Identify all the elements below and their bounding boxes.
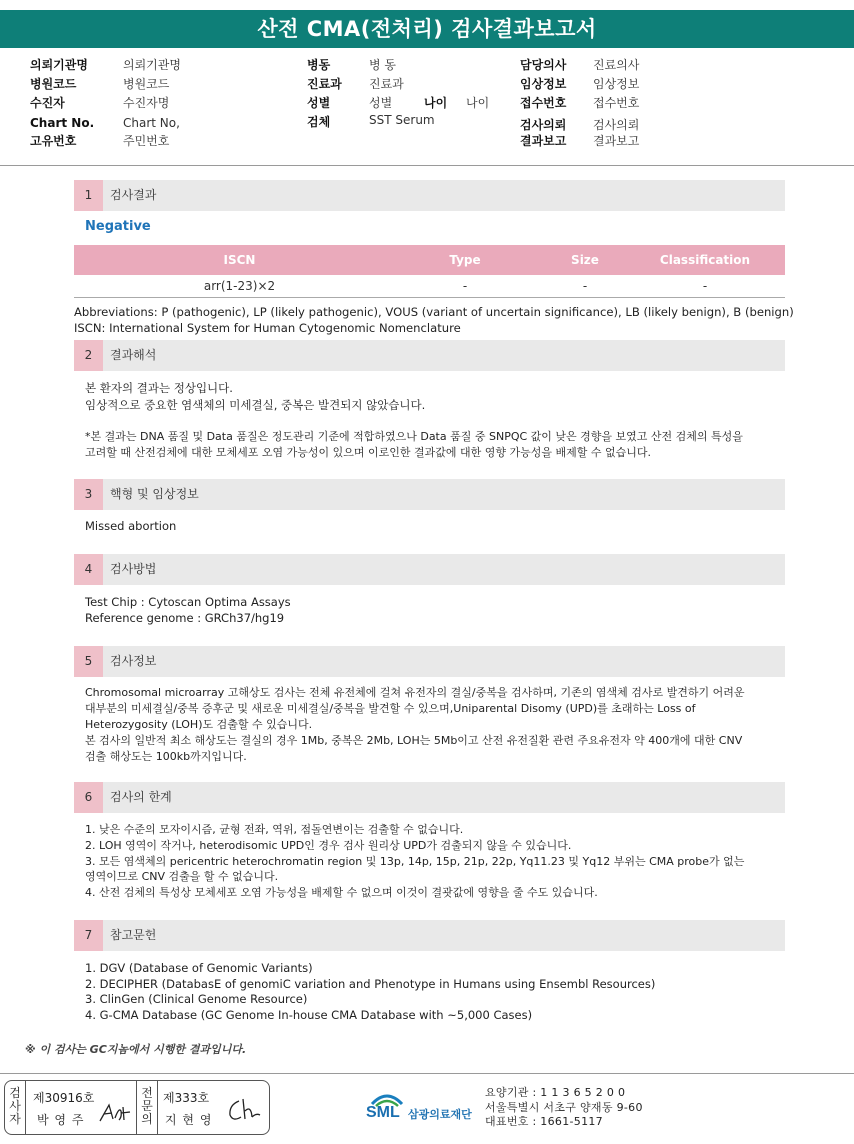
table-cell: -	[702, 279, 708, 293]
section-number: 2	[74, 340, 103, 371]
info-value: SST Serum	[369, 113, 435, 127]
reviewer-signature	[225, 1095, 263, 1125]
tester-label	[5, 1081, 26, 1134]
age-label: 나이	[424, 96, 448, 110]
table-header-iscn: ISCN	[223, 253, 256, 267]
section-title: 참고문헌	[110, 928, 157, 942]
logo-text: SML	[366, 1104, 400, 1121]
info-value: 결과보고	[593, 134, 640, 148]
info-label: 병원코드	[30, 77, 77, 91]
limitation-line: 4. 산전 검체의 특성상 모체세포 오염 가능성을 배제할 수 없으며 이것이 결괏값에 영향을 줄 수도 있습니다.	[85, 886, 598, 899]
info-label: 수진자	[30, 96, 65, 110]
section-number: 6	[74, 782, 103, 813]
info-label: 의뢰기관명	[30, 58, 88, 72]
section-title: 핵형 및 임상정보	[110, 487, 199, 501]
info-value: 진료의사	[593, 58, 640, 72]
interpretation-line: *본 결과는 DNA 품질 및 Data 품질은 정도관리 기준에 적합하였으나 Data 품질 중 SNPQC 값이 낮은 경향을 보였고 산전 검체의 특성을	[85, 430, 743, 443]
test-info-line: 본 검사의 일반적 최소 해상도는 결실의 경우 1Mb, 중복은 2Mb, LOH는 5Mb이고 산전 유전질환 관련 주요유전자 약 400개에 대한 CNV	[85, 734, 743, 747]
table-cell: -	[582, 279, 588, 293]
section-number: 3	[74, 479, 103, 510]
section-number: 7	[74, 920, 103, 951]
info-value: 주민번호	[123, 134, 170, 148]
info-value: 성별	[369, 96, 393, 110]
iscn-note: ISCN: International System for Human Cytogenomic Nomenclature	[74, 321, 461, 335]
section-title: 결과해석	[110, 348, 157, 362]
table-header-type: Type	[449, 253, 481, 267]
logo-subtext: 삼광의료재단	[408, 1108, 472, 1121]
tester-signature	[97, 1101, 133, 1127]
footer-address	[485, 1086, 643, 1130]
test-info-line: 검출 해상도는 100kb까지입니다.	[85, 750, 247, 763]
header-divider	[0, 165, 854, 166]
info-value: 임상정보	[593, 77, 640, 91]
section-title: 검사결과	[110, 188, 157, 202]
info-label: 성별	[307, 96, 331, 110]
tester-name: 박 영 주	[37, 1113, 85, 1127]
interpretation-line: 고려할 때 산전검체에 대한 모체세포 오염 가능성이 있으며 이로인한 결과값에 대한 영향 가능성을 배제할 수 없습니다.	[85, 446, 651, 459]
reference-line: 3. ClinGen (Clinical Genome Resource)	[85, 992, 308, 1006]
sml-logo	[366, 1090, 478, 1126]
patient-info	[0, 56, 854, 164]
info-label: 병동	[307, 58, 331, 72]
info-label: 진료과	[307, 77, 342, 91]
reviewer-license: 제333호	[163, 1091, 210, 1105]
signature-box	[4, 1080, 270, 1135]
info-value: 의뢰기관명	[123, 58, 181, 72]
info-label: 검사의뢰	[520, 118, 567, 132]
info-label: 결과보고	[520, 134, 567, 148]
limitation-line: 영역이므로 CNV 검출을 할 수 없습니다.	[85, 870, 279, 883]
footer-divider	[0, 1073, 854, 1074]
info-label: 임상정보	[520, 77, 567, 91]
table-cell: arr(1-23)×2	[203, 279, 276, 293]
info-value: 병 동	[369, 58, 396, 72]
age-value: 나이	[466, 96, 490, 110]
info-label: 접수번호	[520, 96, 567, 110]
table-header-size: Size	[571, 253, 599, 267]
section-number: 1	[74, 180, 103, 211]
info-value: Chart No,	[123, 116, 180, 130]
tester-label-text: 검사자	[9, 1086, 21, 1126]
section-header-references	[74, 920, 785, 951]
limitation-line: 1. 낮은 수준의 모자이시즘, 균형 전좌, 역위, 점돌연변이는 검출할 수 없습니다.	[85, 823, 464, 836]
info-label: Chart No.	[30, 116, 95, 130]
interpretation-line: 임상적으로 중요한 염색체의 미세결실, 중복은 발견되지 않았습니다.	[85, 398, 426, 412]
result-table-header	[74, 245, 785, 275]
test-info-line: 대부분의 미세결실/중복 증후군 및 새로운 미세결실/중복을 발견할 수 있으며,Uniparental Disomy (UPD)를 초래하는 Loss of	[85, 702, 696, 715]
info-value: 병원코드	[123, 77, 170, 91]
info-label: 담당의사	[520, 58, 567, 72]
section-header-limitations	[74, 782, 785, 813]
info-label: 검체	[307, 115, 331, 129]
section-header-result	[74, 180, 785, 211]
info-value: 검사의뢰	[593, 118, 640, 132]
reviewer-name: 지 현 영	[165, 1113, 213, 1127]
section-header-test-info	[74, 646, 785, 677]
table-row	[74, 275, 785, 298]
limitation-line: 3. 모든 염색체의 pericentric heterochromatin region 및 13p, 14p, 15p, 21p, 22p, Yq11.23 및 Yq12 부위는 CMA probe가 없는	[85, 855, 745, 868]
info-value: 수진자명	[123, 96, 170, 110]
result-status: Negative	[85, 219, 151, 234]
table-header-classification: Classification	[659, 253, 751, 267]
section-title: 검사의 한계	[110, 790, 172, 804]
test-info-line: Heterozygosity (LOH)도 검출할 수 있습니다.	[85, 718, 313, 731]
footer-line: 서울특별시 서초구 양재동 9-60	[485, 1100, 643, 1114]
footer-line: 요양기관 : 1 1 3 6 5 2 0 0	[485, 1086, 626, 1099]
section-header-method	[74, 554, 785, 585]
reference-line: 2. DECIPHER (DatabasE of genomiC variation and Phenotype in Humans using Ensembl Resources)	[85, 977, 656, 991]
section-title: 검사방법	[110, 562, 157, 576]
limitation-line: 2. LOH 영역이 작거나, heterodisomic UPD인 경우 검사 원리상 UPD가 검출되지 않을 수 있습니다.	[85, 839, 572, 852]
test-info-line: Chromosomal microarray 고해상도 검사는 전체 유전체에 걸쳐 유전자의 결실/중복을 검사하며, 기존의 염색체 검사로 발견하기 어려운	[85, 686, 745, 699]
section-title: 검사정보	[110, 654, 157, 668]
reviewer-label	[136, 1081, 158, 1134]
info-value: 접수번호	[593, 96, 640, 110]
footer-line: 대표번호 : 1661-5117	[485, 1115, 603, 1128]
table-cell: -	[462, 279, 468, 293]
tester-license: 제30916호	[33, 1091, 95, 1105]
method-line: Test Chip : Cytoscan Optima Assays	[85, 595, 291, 609]
reviewer-label-text: 전문의	[141, 1086, 153, 1126]
info-value: 진료과	[369, 77, 404, 91]
interpretation-line: 본 환자의 결과는 정상입니다.	[85, 381, 233, 395]
clinical-info: Missed abortion	[85, 519, 177, 533]
report-title: 산전 CMA(전처리) 검사결과보고서	[0, 10, 854, 48]
section-header-interpretation	[74, 340, 785, 371]
method-line: Reference genome : GRCh37/hg19	[85, 611, 285, 625]
reference-line: 1. DGV (Database of Genomic Variants)	[85, 961, 313, 975]
section-number: 4	[74, 554, 103, 585]
lab-note: ※ 이 검사는 GC지놈에서 시행한 결과입니다.	[25, 1043, 247, 1056]
reference-line: 4. G-CMA Database (GC Genome In-house CMA Database with ~5,000 Cases)	[85, 1008, 533, 1022]
abbreviations: Abbreviations: P (pathogenic), LP (likely pathogenic), VOUS (variant of uncertain significance), LB (likely benign), B (benign)	[74, 305, 794, 319]
section-number: 5	[74, 646, 103, 677]
section-header-clinical	[74, 479, 785, 510]
info-label: 고유번호	[30, 134, 77, 148]
